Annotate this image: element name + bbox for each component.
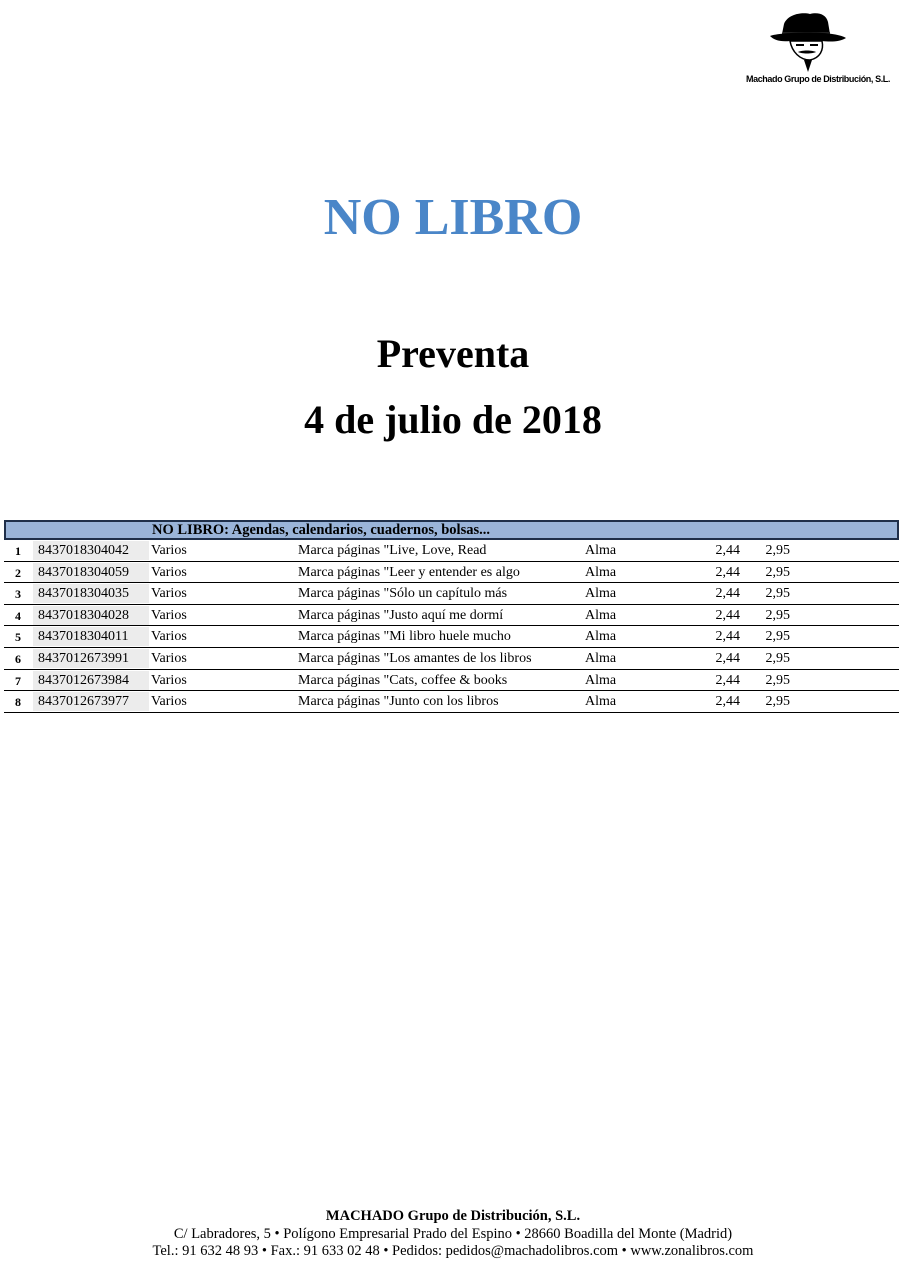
net-price-cell: 2,44: [715, 650, 740, 666]
net-price-cell: 2,44: [715, 607, 740, 623]
title-cell: Marca páginas "Cats, coffee & books: [298, 672, 508, 688]
table-row: [4, 583, 899, 605]
title-cell: Marca páginas "Los amantes de los libros: [298, 650, 532, 666]
row-number: 2: [15, 565, 21, 580]
row-number: 5: [15, 630, 21, 645]
row-number: 3: [15, 587, 21, 602]
release-date: 4 de julio de 2018: [304, 397, 602, 442]
isbn-cell: 8437018304059: [33, 563, 149, 582]
type-cell: Varios: [151, 586, 187, 602]
isbn-cell: 8437012673977: [33, 692, 149, 711]
table-row: [4, 605, 899, 627]
isbn-cell: 8437018304042: [33, 541, 149, 560]
table-row: [4, 648, 899, 670]
retail-price-cell: 2,95: [765, 543, 790, 558]
table-body: [4, 540, 899, 713]
publisher-cell: Alma: [585, 564, 617, 580]
isbn-cell: 8437018304011: [33, 627, 149, 646]
type-cell: Varios: [151, 650, 187, 666]
retail-price-cell: 2,95: [765, 694, 790, 710]
title-cell: Marca páginas "Justo aquí me dormí: [298, 607, 504, 623]
isbn-cell: 8437012673984: [33, 671, 149, 690]
type-cell: Varios: [151, 607, 187, 623]
title-cell: Marca páginas "Leer y entender es algo: [298, 564, 520, 580]
table-row: [4, 540, 899, 562]
row-number: 7: [15, 673, 21, 688]
section-header: NO LIBRO: Agendas, calendarios, cuadernos, bolsas...: [4, 520, 899, 540]
publisher-cell: Alma: [585, 586, 617, 602]
table-row: [4, 626, 899, 648]
logo-caption: Machado Grupo de Distribución, S.L.: [746, 74, 891, 84]
row-number: 6: [15, 651, 21, 666]
retail-price-cell: 2,95: [765, 564, 790, 580]
retail-price-cell: 2,95: [765, 629, 790, 645]
type-cell: Varios: [151, 543, 187, 558]
publisher-cell: Alma: [585, 607, 617, 623]
row-number: 8: [15, 695, 21, 710]
table-row: [4, 691, 899, 713]
type-cell: Varios: [151, 694, 187, 710]
publisher-cell: Alma: [585, 694, 617, 710]
net-price-cell: 2,44: [715, 564, 740, 580]
page-footer: [0, 1208, 906, 1261]
page-subtitle: Preventa: [376, 331, 530, 376]
retail-price-cell: 2,95: [765, 607, 790, 623]
table-row: [4, 562, 899, 584]
type-cell: Varios: [151, 564, 187, 580]
net-price-cell: 2,44: [715, 543, 740, 558]
publisher-cell: Alma: [585, 629, 617, 645]
footer-address: C/ Labradores, 5 • Polígono Empresarial Prado del Espino • 28660 Boadilla del Monte (Madrid): [173, 1225, 733, 1242]
publisher-cell: Alma: [585, 672, 617, 688]
publisher-cell: Alma: [585, 543, 617, 558]
row-number: 1: [15, 544, 21, 558]
title-cell: Marca páginas "Junto con los libros: [298, 694, 499, 710]
retail-price-cell: 2,95: [765, 672, 790, 688]
net-price-cell: 2,44: [715, 672, 740, 688]
row-number: 4: [15, 608, 21, 623]
net-price-cell: 2,44: [715, 694, 740, 710]
table-row: [4, 670, 899, 692]
retail-price-cell: 2,95: [765, 586, 790, 602]
publisher-cell: Alma: [585, 650, 617, 666]
isbn-cell: 8437012673991: [33, 649, 149, 668]
net-price-cell: 2,44: [715, 586, 740, 602]
type-cell: Varios: [151, 629, 187, 645]
product-table: [4, 520, 899, 713]
page-title: NO LIBRO: [323, 189, 583, 246]
hat-silhouette-icon: [770, 12, 846, 74]
title-cell: Marca páginas "Mi libro huele mucho: [298, 629, 511, 645]
footer-contact: Tel.: 91 632 48 93 • Fax.: 91 633 02 48 • Pedidos: pedidos@machadolibros.com • www.zonalibros.com: [152, 1243, 754, 1259]
isbn-cell: 8437018304028: [33, 606, 149, 625]
footer-company: MACHADO Grupo de Distribución, S.L.: [325, 1208, 581, 1224]
retail-price-cell: 2,95: [765, 650, 790, 666]
net-price-cell: 2,44: [715, 629, 740, 645]
title-cell: Marca páginas "Sólo un capítulo más: [298, 586, 508, 602]
type-cell: Varios: [151, 672, 187, 688]
isbn-cell: 8437018304035: [33, 584, 149, 603]
company-logo: [746, 12, 891, 90]
title-cell: Marca páginas "Live, Love, Read: [298, 543, 487, 558]
